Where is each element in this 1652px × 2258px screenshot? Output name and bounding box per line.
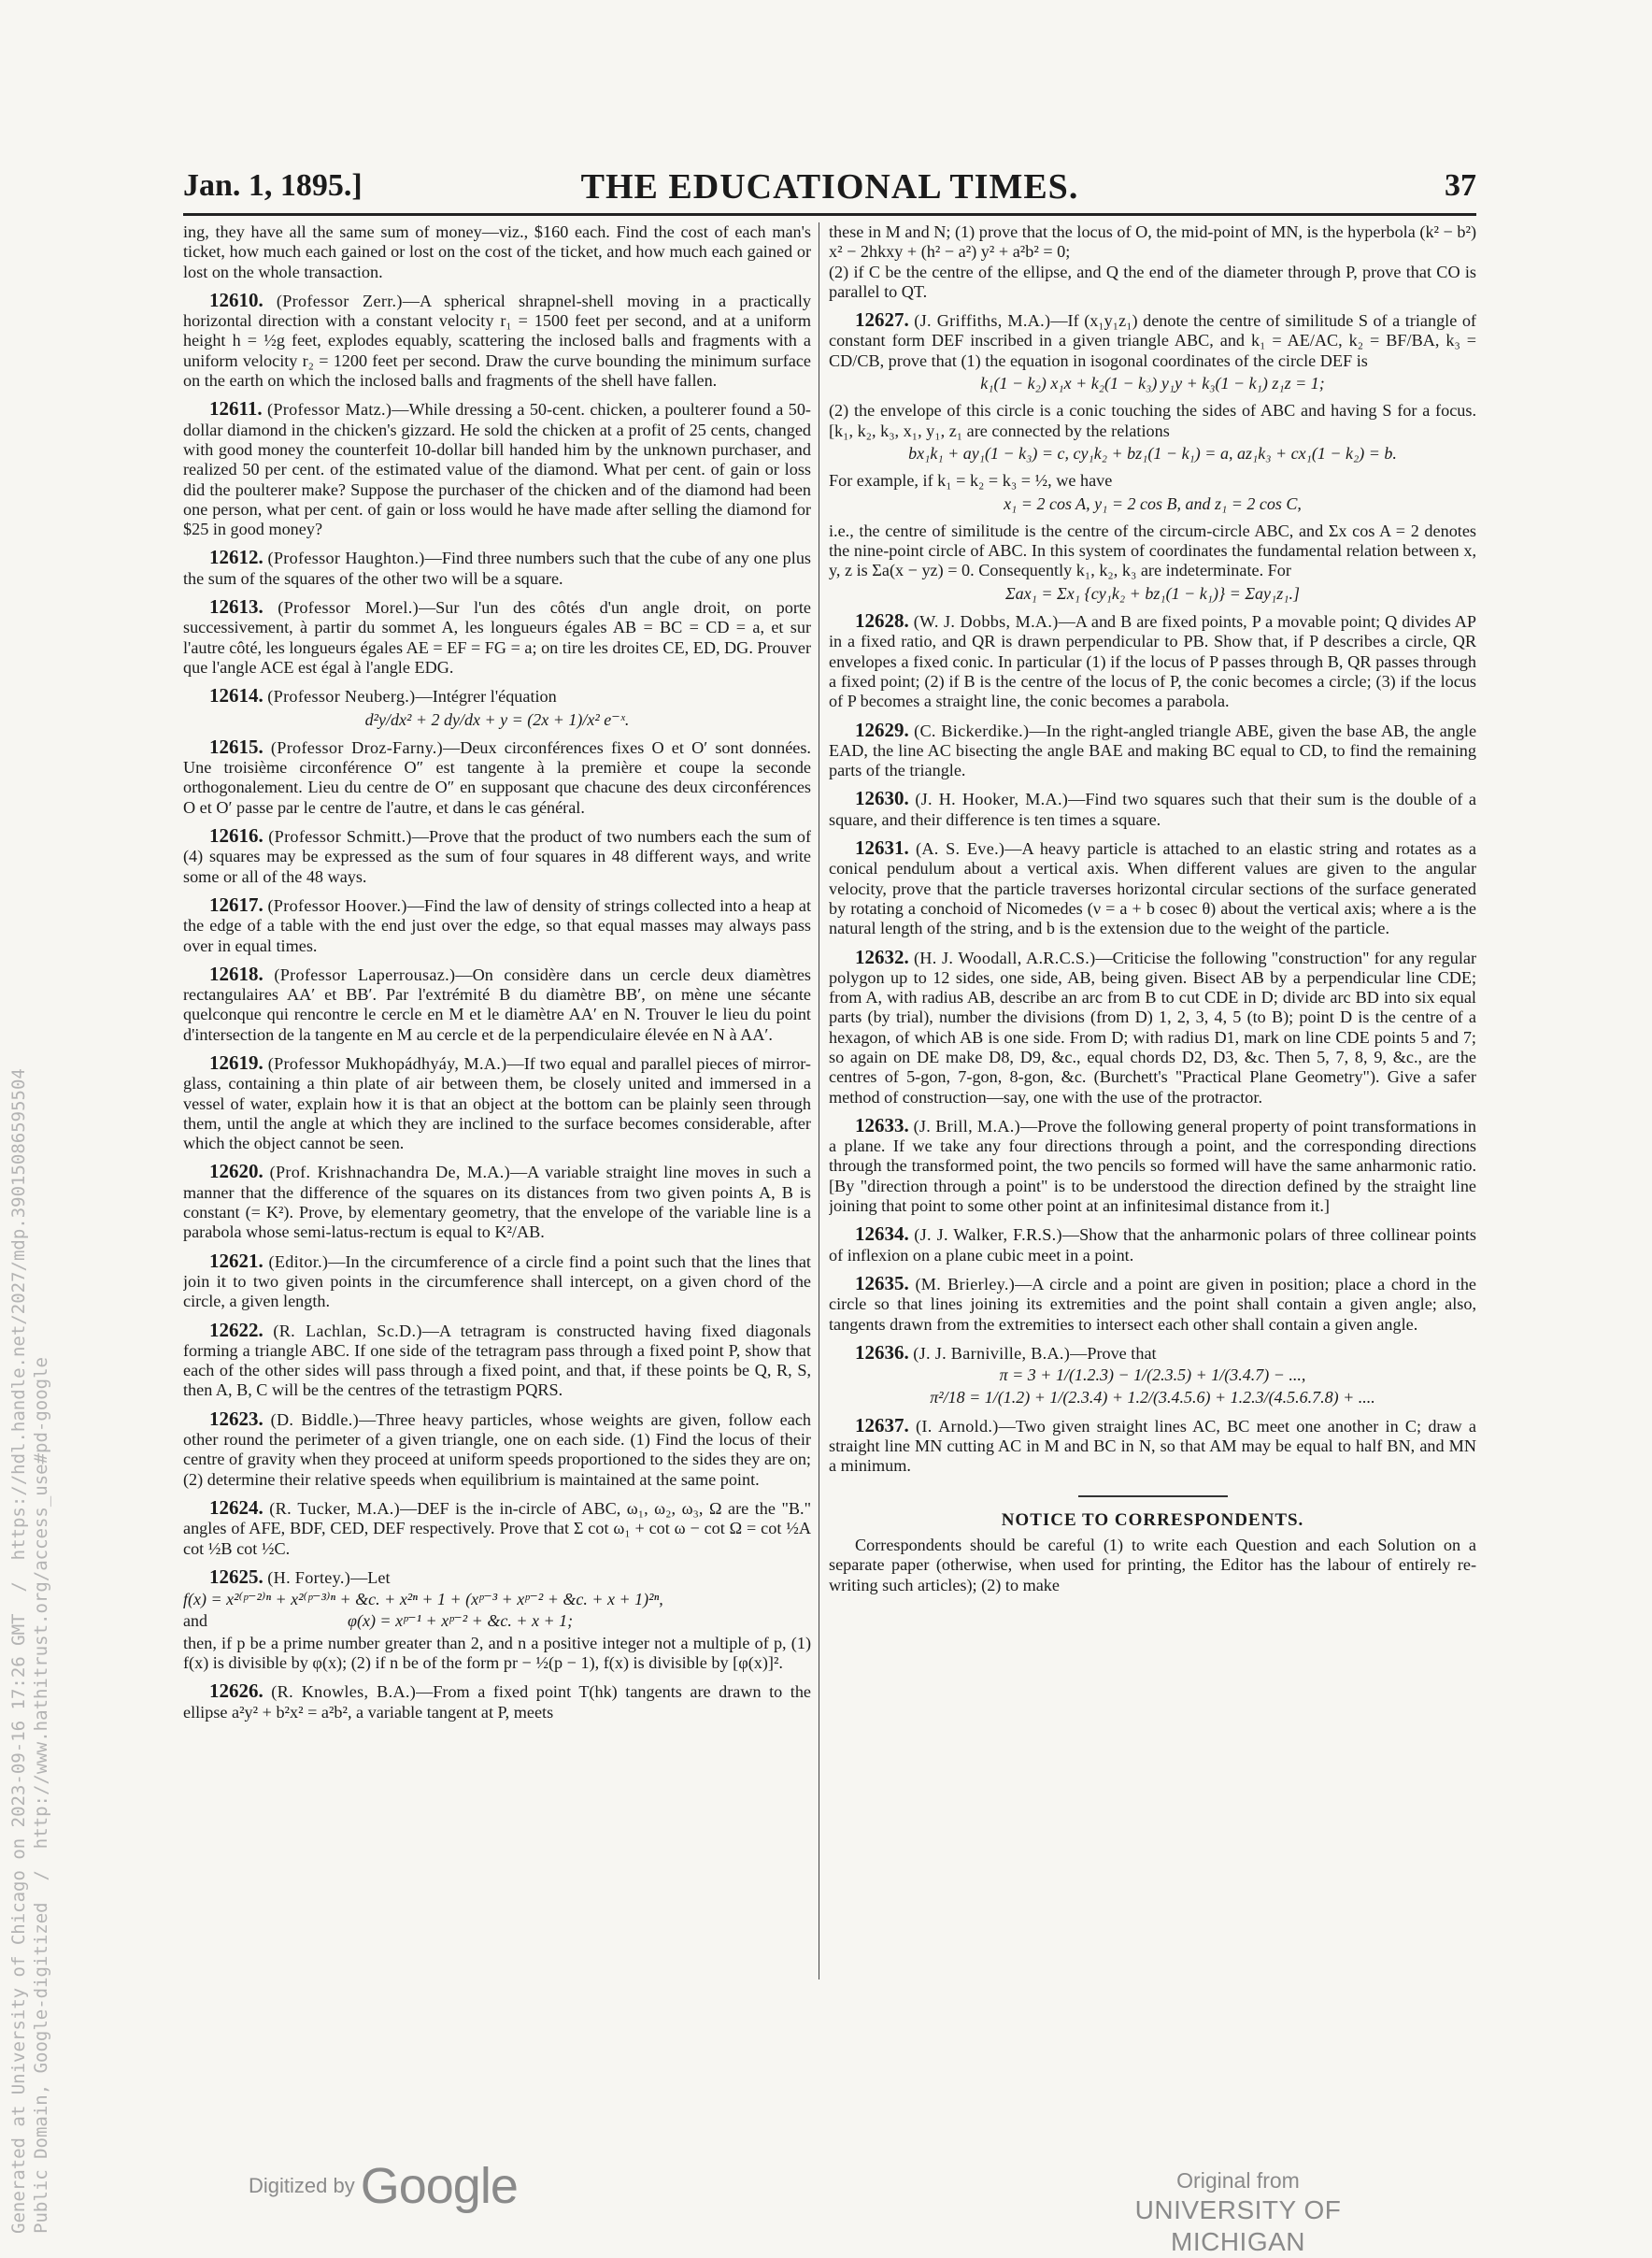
question-number: 12626. [209,1679,263,1703]
section-rule [1078,1495,1228,1497]
question-author: (Professor Schmitt.) [268,827,412,847]
question-author: (J. H. Hooker, M.A.) [915,790,1069,809]
question-12626 [183,1681,811,1722]
question-text: —A tetragram is constructed having fixed diagonals forming a triangle ABC. If one side of the tetragram pass through a fixed point P, show that each of the other sides will pass through a fixed point, and that, if these points be Q, R, S, then A, B, C will be the centres of the tetrastigm PQRS. [183,1321,811,1400]
question-author: (R. Knowles, B.A.) [271,1682,417,1702]
question-text: —Intégrer l'équation [415,687,557,707]
question-author: (A. S. Eve.) [915,839,1005,859]
question-author: (R. Tucker, M.A.) [269,1498,401,1518]
equation: x₁ = 2 cos A, y₁ = 2 cos B, and z₁ = 2 cos C, [1004,493,1302,513]
question-number: 12617. [209,893,263,916]
question-number: 12615. [209,735,263,758]
question-text: —Prove that [1070,1343,1157,1363]
question-author: (Professor Neuberg.) [267,687,416,707]
google-logo: Google [360,2158,518,2214]
question-text: —Find three numbers such that the cube of any one plus the sum of the squares of the other two will be a square. [183,549,811,588]
question-text: —Show that the anharmonic polars of three collinear points of inflexion on a plane cubic meet in a point. [829,1225,1476,1265]
question-12612 [183,548,811,589]
question-author: (Editor.) [268,1251,329,1271]
question-number: 12628. [855,609,909,633]
question-number: 12623. [209,1407,263,1430]
university-name: UNIVERSITY OF MICHIGAN [1134,2195,1342,2256]
question-12634 [829,1224,1476,1265]
question-12633 [829,1113,1476,1216]
question-number: 12618. [209,962,263,985]
equation: φ(x) = xᵖ⁻¹ + xᵖ⁻² + &c. + x + 1; [348,1611,574,1631]
journal-title: THE EDUCATIONAL TIMES. [580,167,1079,207]
question-author: (R. Lachlan, Sc.D.) [273,1321,422,1340]
continued-paragraph: ing, they have all the same sum of money—viz., $160 each. Find the cost of each man's ticket, how much each gained or lost on the cost of the ticket, and how much each gained or lost on the whole transaction. [183,222,811,281]
question-number: 12634. [855,1222,909,1246]
question-12636 [829,1340,1476,1364]
continued-paragraph: (2) if C be the centre of the ellipse, and Q the end of the diameter through P, prove that CO is parallel to QT. [829,262,1476,301]
question-12615 [183,737,811,818]
question-continuation: (2) the envelope of this circle is a conic touching the sides of ABC and having S for a focus. [k₁, k₂, k₃, x₁, y₁, z₁ are connected by the relations [829,401,1476,440]
question-author: (Professor Laperrousaz.) [274,965,456,984]
header-date: Jan. 1, 1895.] [183,168,363,203]
equation-label: and [183,1611,207,1631]
question-number: 12614. [209,684,263,707]
question-text: —A circle and a point are given in position; place a chord in the circle so that lines joining its extremities and the point shall contain a given angle; also, tangents drawn from the extremities to intersect each other shall contain a given angle. [829,1274,1476,1334]
question-12632 [829,945,1476,1108]
digitized-by-google [249,2157,518,2215]
question-number: 12633. [855,1113,909,1136]
question-number: 12625. [209,1565,263,1588]
question-12613 [183,597,811,678]
question-number: 12610. [209,288,263,311]
question-12629 [829,718,1476,781]
question-number: 12611. [209,397,263,421]
question-text: —On considère dans un cercle deux diamètres rectangulaires AA′ et BB′. Par l'extrémité B du diamètre BB′, on mène une sécante quelconque qui rencontre le cercle en M et le diamètre AA′ en N. Trouver le lieu du point d'intersection de la tangente en M au cercle et de la perpendiculaire élevée en N à AA′. [183,965,811,1044]
question-author: (H. Fortey.) [267,1567,351,1587]
question-12623 [183,1409,811,1490]
question-text: —Find the law of density of strings collected into a heap at the edge of a table with the end just over the edge, so that equal masses may always pass over in equal times. [183,895,811,955]
question-author: (Professor Matz.) [267,400,392,420]
equation: k₁(1 − k₂) x₁x + k₂(1 − k₃) y₁y + k₃(1 − k₁) z₁z = 1; [980,374,1325,393]
question-number: 12637. [855,1413,909,1436]
right-column [829,222,1476,1981]
question-12630 [829,789,1476,830]
question-text: —Three heavy particles, whose weights are given, follow each other round the perimeter of a given triangle, one on each side. (1) Find the locus of their centre of gravity when they proceed at uniform speeds proportioned to the sides they are on; (2) determine their relative speeds when equilibrium is maintained at the same point. [183,1409,811,1489]
equation: f(x) = x²⁽ᵖ⁻²⁾ⁿ + x²⁽ᵖ⁻³⁾ⁿ + &c. + x²ⁿ + 1 + (xᵖ⁻³ + xᵖ⁻² + &c. + x + 1)²ⁿ, [183,1590,663,1609]
question-text: —If two equal and parallel pieces of mirror-glass, containing a thin plate of air between them, be closely united and immersed in a vessel of water, explain how it is that an object at the bottom can be plainly seen through them, until the angle at which they are inclined to the surface becomes considerable, after which the object cannot be seen. [183,1053,811,1153]
question-number: 12621. [209,1249,263,1272]
equation: d²y/dx² + 2 dy/dx + y = (2x + 1)/x² e⁻ˣ. [364,709,630,729]
question-text: —DEF is the in-circle of ABC, ω₁, ω₂, ω₃, Ω are the "B." angles of AFE, BDF, CED, DEF respectively. Prove that Σ cot ω₁ + cot ω − cot Ω = cot ½A cot ½B cot ½C. [183,1498,811,1558]
question-text: —Sur l'un des côtés d'un angle droit, on porte successivement, à partir du sommet A, les longueurs égales AB = BC = CD = a, et sur l'autre côté, les longueurs égales AE = EF = FG = a; on tire les droites CE, ED, DG. Prouver que l'angle ACE est égal à l'angle EDG. [183,598,811,677]
question-text: —Two given straight lines AC, BC meet one another in C; draw a straight line MN cutting AC in M and BC in N, so that AM may be equal to half BN, and MN a minimum. [829,1416,1476,1476]
question-text: —While dressing a 50-cent. chicken, a poulterer found a 50-dollar diamond in the chicken's gizzard. He sold the chicken at a profit of 25 cents, changed with good money the counterfeit 10-dollar bill handed him by the unknown purchaser, and realized 50 per cent. of the estimated value of the diamond. What per cent. of gain or loss did the poulterer make? Suppose the purchaser of the chicken and of the diamond had been one person, what per cent. of gain or loss would he have made after selling the diamond for $25 in good money? [183,400,811,539]
question-12621 [183,1251,811,1312]
hathitrust-sidebar [0,0,56,2241]
question-text: —Find two squares such that their sum is the double of a square, and their difference is ten times a square. [829,790,1476,829]
question-number: 12620. [209,1160,263,1183]
equation: bx₁k₁ + ay₁(1 − k₃) = c, cy₁k₂ + bz₁(1 − k₁) = a, az₁k₃ + cx₁(1 − k₂) = b. [908,443,1397,463]
question-text: —A and B are fixed points, P a movable point; Q divides AP in a fixed ratio, and QR is drawn perpendicular to PB. Show that, if P describes a circle, QR envelopes a fixed conic. In particular (1) if the locus of P passes through B, QR passes through a fixed point; (2) if B is the centre of the locus of P, the conic becomes a circle; (3) if the locus of P becomes a straight line, the conic becomes a parabola. [829,612,1476,711]
question-12635 [829,1271,1476,1335]
question-author: (H. J. Woodall, A.R.C.S.) [913,948,1096,967]
question-author: (J. Brill, M.A.) [913,1116,1021,1136]
question-text: —Prove the following general property of point transformations in a plane. If we take any four directions through a point, and the corresponding directions through the transformed point, the two pencils so formed will have the same anharmonic ratio. [By "direction through a point" is to be understood the direction defined by the straight line joining that point to some other point at an infinitesimal distance from it.] [829,1116,1476,1216]
left-column [183,222,811,1981]
question-text: —In the circumference of a circle find a point such that the lines that join it to two given points in the circumference shall intercept, on a given chord of the circle, a given length. [183,1251,811,1311]
digitized-by-label: Digitized by [249,2174,355,2197]
question-text: —Prove that the product of two numbers each the sum of (4) squares may be expressed as the sum of four squares in 48 different ways, and write some or all of the 48 ways. [183,827,811,886]
page-header [183,164,1476,216]
question-text: —A spherical shrapnel-shell moving in a practically horizontal direction with a constant velocity r₁ = 1500 feet per second, and at a uniform height h = ½g feet, explodes equably, scattering the inclosed balls and fragments with a uniform velocity r₂ = 1200 feet per second. Draw the curve bounding the minimum surface on the earth on which the inclosed balls and fragments of the shell have fallen. [183,291,811,391]
question-12619 [183,1050,811,1153]
continued-paragraph: these in M and N; (1) prove that the locus of O, the mid-point of MN, is the hyperbola (k² − b²) x² − 2hkxy + (h² − a²) y² + a²b² = 0; [829,222,1476,262]
question-12614 [183,686,811,707]
question-text: —From a fixed point T(hk) tangents are drawn to the ellipse a²y² + b²x² = a²b², a variable tangent at P, meets [183,1682,811,1722]
question-12610 [183,288,811,391]
question-12628 [829,611,1476,711]
question-text: —A heavy particle is attached to an elastic string and rotates as a conical pendulum about a vertical axis. When different values are given to the angular velocity, prove that the particle traverses horizontal circular sections of the surface generated by rotating a conchoid of Nicomedes (ν = a + b cosec θ) about the vertical axis; where a is the natural length of the string, and b is the extension due to the weight of the particle. [829,839,1476,938]
question-author: (C. Bickerdike.) [914,721,1030,740]
question-12631 [829,838,1476,938]
question-author: (M. Brierley.) [915,1274,1016,1293]
equation-row [183,1611,811,1631]
question-number: 12627. [855,308,909,332]
equation: Σax₁ = Σx₁ {cy₁k₂ + bz₁(1 − k₁)} = Σay₁z₁.] [1004,583,1301,603]
equation: π = 3 + 1/(1.2.3) − 1/(2.3.5) + 1/(3.4.7) − ..., [999,1365,1306,1385]
question-continuation: then, if p be a prime number greater than 2, and n a positive integer not a multiple of p, (1) f(x) is divisible by φ(x); (2) if n be of the form pr − ½(p − 1), f(x) is divisible by [φ(x)]². [183,1633,811,1672]
question-number: 12632. [855,945,909,968]
question-author: (Professor Zerr.) [276,291,403,310]
question-12637 [829,1413,1476,1477]
question-12611 [183,399,811,539]
question-12617 [183,895,811,956]
notice-paragraph: Correspondents should be careful (1) to write each Question and each Solution on a separate paper (otherwise, when used for printing, the Editor has the labour of entirely re-writing such articles); (2) to make [829,1535,1476,1594]
question-number: 12619. [209,1050,263,1074]
question-author: (Professor Hoover.) [267,895,407,915]
question-number: 12630. [855,787,909,810]
question-12625 [183,1567,811,1588]
question-author: (Professor Droz-Farny.) [270,737,444,757]
generation-notice: Generated at University of Chicago on 2023-09-16 17:26 GMT / https://hdl.handle.net/2027/mdp.39015086595504 Public Domain, Google-digitized / http://www.hathitrust.org/access_use#pd-google [8,1068,51,2234]
notice-heading: NOTICE TO CORRESPONDENTS. [1001,1509,1304,1530]
original-from-label: Original from [1176,2168,1300,2193]
question-text: —Criticise the following "construction" for any regular polygon up to 12 sides, one side, AB, being given. Bisect AB by a perpendicular line CDE; from A, with radius AB, describe an arc from B to cut CDE in D; divide arc BD into six equal parts (by trial), number the divisions (from D) 1, 2, 3, 4, 5 (to B); point D is the centre of a hexagon, of which AB is one side. From D; with radius D1, mark on line CDE points 5 and 7; so again on DE make D8, D9, &c., equal chords D2, D3, &c. Then 5, 7, 8, 9, &c., are the centres of 5-gon, 7-gon, 8-gon, &c. (Burchett's "Practical Plane Geometry"). Give a safer method of construction—say, one with the use of the protractor. [829,948,1476,1107]
question-continuation: i.e., the centre of similitude is the centre of the circum-circle ABC, and Σx cos A = 2 denotes the nine-point circle of ABC. In this system of coordinates the fundamental relation between x, y, z is Σa(x − yz) = 0. Consequently k₁, k₂, k₃ are indeterminate. For [829,521,1476,580]
question-number: 12631. [855,836,909,860]
question-text: —Deux circonférences fixes O et O′ sont données. Une troisième circonférence O″ est tangente à la première et coupe la seconde orthogonalement. Lieu du centre de O″ en supposant que chacune des deux circonférences O et O′ passe par le centre de l'autre, et dans le cas général. [183,737,811,817]
equation: π²/18 = 1/(1.2) + 1/(2.3.4) + 1.2/(3.4.5.6) + 1.2.3/(4.5.6.7.8) + .... [930,1388,1375,1408]
question-number: 12624. [209,1495,263,1519]
question-12618 [183,962,811,1045]
question-author: (Professor Morel.) [278,598,419,618]
page-number: 37 [1445,168,1476,203]
question-author: (Professor Mukhopádhyáy, M.A.) [267,1053,507,1073]
question-12622 [183,1318,811,1401]
question-author: (J. Griffiths, M.A.) [914,311,1051,331]
question-text: —Let [350,1567,391,1587]
question-12627 [829,310,1476,371]
question-number: 12635. [855,1271,909,1294]
question-12624 [183,1495,811,1559]
question-author: (I. Arnold.) [916,1416,999,1436]
question-text: —In the right-angled triangle ABE, given the base AB, the angle EAD, the line AC bisecting the angle BAE and making BC equal to CD, to find the remaining parts of the triangle. [829,721,1476,780]
question-author: (Prof. Krishnachandra De, M.A.) [269,1163,510,1182]
question-number: 12613. [209,595,263,619]
question-number: 12612. [209,546,263,569]
question-12620 [183,1162,811,1242]
question-12616 [183,826,811,887]
question-number: 12622. [209,1318,263,1341]
question-text: —A variable straight line moves in such a manner that the difference of the squares on its distances from two given points A, B is constant (= K²). Prove, by elementary geometry, that the envelope of the variable line is a parabola whose semi-latus-rectum is equal to K²/AB. [183,1163,811,1242]
question-author: (W. J. Dobbs, M.A.) [913,612,1059,632]
question-author: (Professor Haughton.) [267,549,425,568]
question-author: (J. J. Walker, F.R.S.) [914,1225,1062,1245]
original-from-notice [1075,2166,1402,2258]
question-continuation: For example, if k₁ = k₂ = k₃ = ½, we have [829,471,1113,491]
question-number: 12629. [855,718,909,741]
question-number: 12636. [855,1340,909,1364]
question-text: —If (x₁y₁z₁) denote the centre of similitude S of a triangle of constant form DEF inscribed in a given triangle ABC, and k₁ = AE/AC, k₂ = BF/BA, k₃ = CD/CB, prove that (1) the equation in isogonal coordinates of the circle DEF is [829,311,1476,370]
question-author: (D. Biddle.) [270,1409,359,1429]
question-number: 12616. [209,824,263,848]
question-author: (J. J. Barniville, B.A.) [913,1343,1071,1363]
